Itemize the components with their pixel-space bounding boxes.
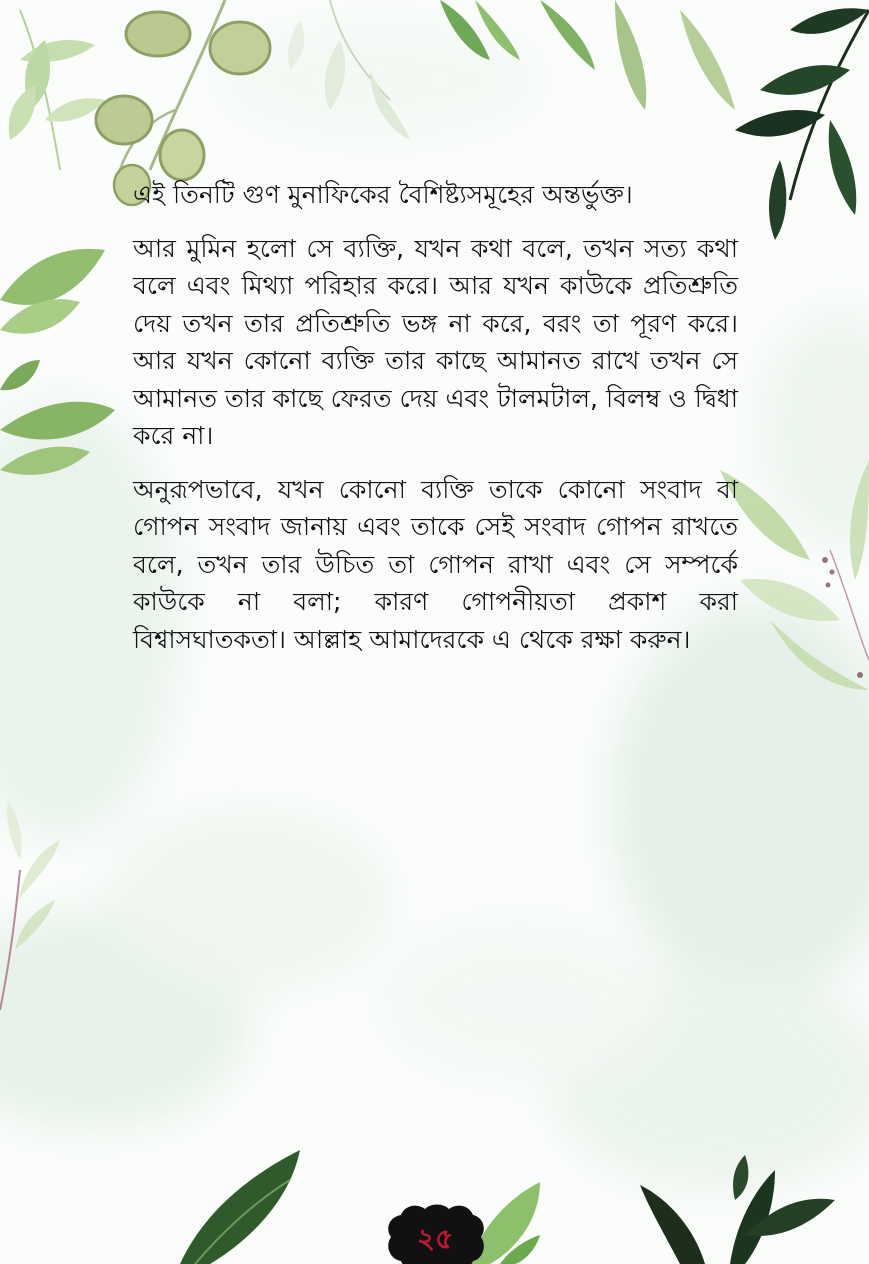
paragraph-1: এই তিনটি গুণ মুনাফিকের বৈশিষ্ট্যসমূহের অন্তর্ভুক্ত। [133,180,633,209]
dark-leaf-icon [735,8,869,240]
bottom-leaf-icon [180,1150,835,1264]
page-number-badge [383,1203,487,1264]
left-leaf-icon [0,249,115,475]
right-leaf-icon [720,460,869,690]
green-leaf-icon [440,0,735,110]
paragraph-3: অনুরূপভাবে, যখন কোনো ব্যক্তি তাকে কোনো সংবাদ বা গোপন সংবাদ জানায় এবং তাকে সেই সংবাদ গোপন রাখতে বলে, তখন তার উচিত তা গোপন রাখা এবং সে সম্পর্কে কাউকে না বলা; কারণ গোপনীয়তা প্রকাশ করা বিশ্বাসঘাতকতা। আল্লাহ আমাদেরকে এ থেকে রক্ষা করুন। [133,474,738,654]
body-text [133,176,738,674]
pale-leaf-icon [288,0,410,140]
twig-icon [0,800,60,1010]
page-number: ২৫ [416,1222,454,1255]
eucalyptus-leaf-icon [96,0,270,205]
fern-leaf-icon [9,10,105,170]
paragraph-2: আর মুমিন হলো সে ব্যক্তি, যখন কথা বলে, তখন সত্য কথা বলে এবং মিথ্যা পরিহার করে। আর যখন কাউকে প্রতিশ্রুতি দেয় তখন তার প্রতিশ্রুতি ভঙ্গ না করে, বরং তা পূরণ করে। আর যখন কোনো ব্যক্তি তার কাছে আমানত রাখে তখন সে আমানত তার কাছে ফেরত দেয় এবং টালমটাল, বিলম্ব ও দ্বিধা করে না। [133,233,738,450]
